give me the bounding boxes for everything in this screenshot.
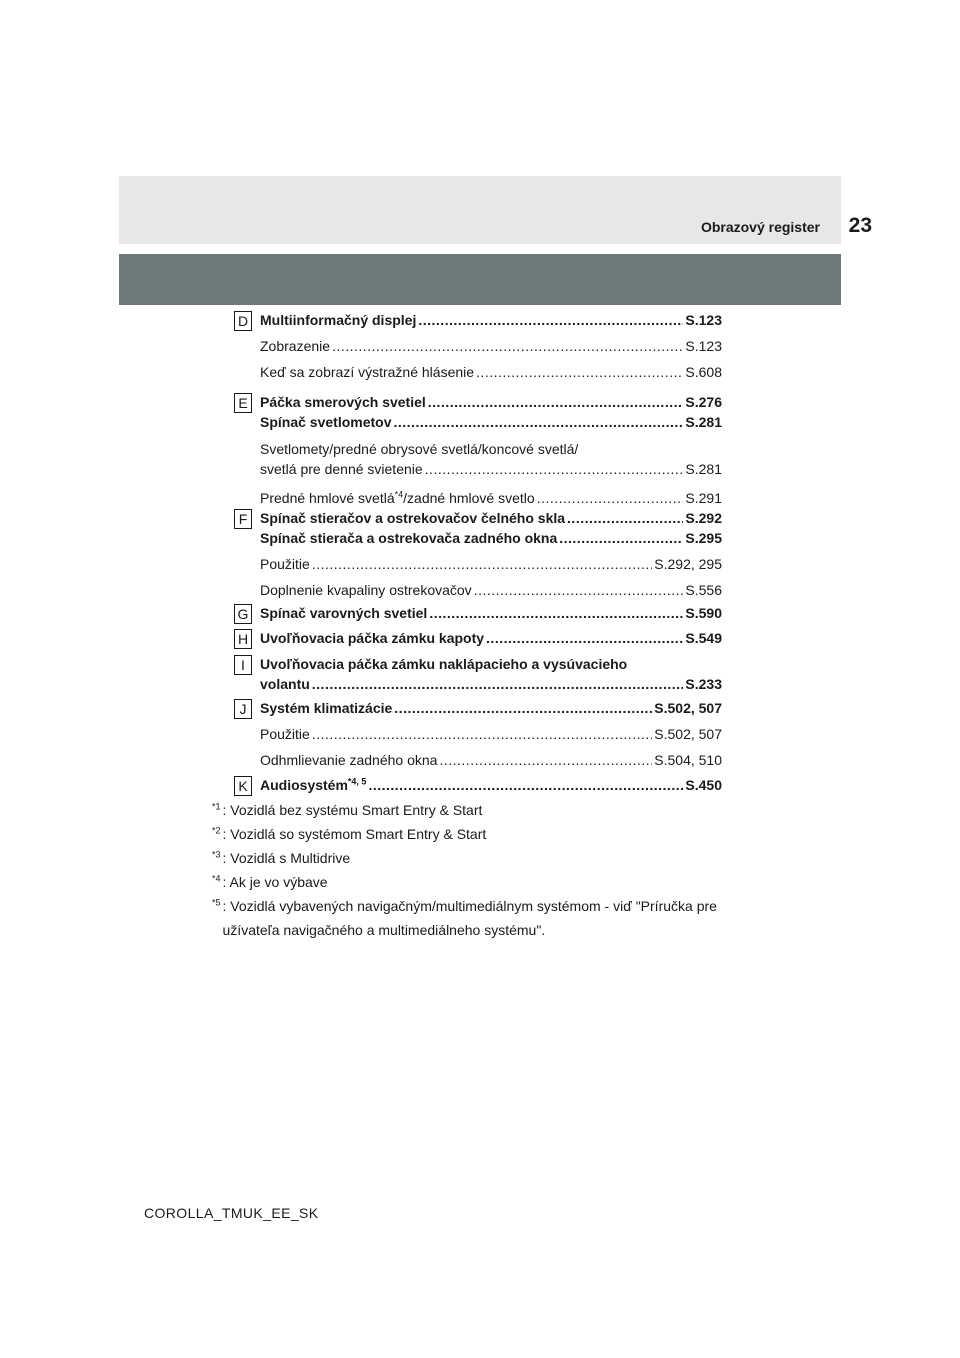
section-k (228, 775, 722, 795)
index-subentry-line: Svetlomety/predné obrysové svetlá/koncové svetlá/ (260, 441, 579, 457)
section-title: Obrazový register (700, 219, 820, 235)
section-letter-d: D (234, 311, 252, 331)
document-code: COROLLA_TMUK_EE_SK (144, 1205, 319, 1221)
section-g (228, 603, 722, 623)
index-entry[interactable]: Spínač svetlometov ..... S.281 (260, 412, 722, 432)
page-ref: S.276 (685, 394, 722, 410)
section-j (228, 698, 722, 770)
index-entry[interactable]: Spínač varovných svetiel ..... S.590 (260, 603, 722, 623)
header-dark-band (119, 254, 841, 305)
section-letter-g: G (234, 604, 252, 624)
footnote: $^{*4}$ : Ak je vo výbave (212, 873, 328, 890)
footnote: $^{*3}$ : Vozidlá s Multidrive (212, 849, 351, 866)
page-ref: S.292 (685, 510, 722, 526)
section-e (228, 392, 722, 508)
index-entry[interactable]: Systém klimatizácie ..... S.502, 507 (260, 698, 722, 718)
footnote: $^{*2}$ : Vozidlá so systémom Smart Entry & Start (212, 825, 487, 842)
page-ref: S.590 (685, 605, 722, 621)
page-ref: S.291 (685, 490, 722, 506)
index-subentry[interactable]: svetlá pre denné svietenie ..... S.281 (260, 459, 722, 479)
page-ref: S.556 (685, 582, 722, 598)
section-letter-j: J (234, 699, 252, 719)
section-i (228, 654, 722, 694)
footnotes (212, 798, 752, 942)
index-entry[interactable]: Spínač stieračov a ostrekovačov čelného skla ..... S.292 (260, 508, 722, 528)
section-f (228, 508, 722, 600)
index-subentry[interactable]: Zobrazenie ..... S.123 (260, 336, 722, 356)
index-entry[interactable]: Uvoľňovacia páčka zámku kapoty ..... S.549 (260, 628, 722, 648)
page-ref: S.502, 507 (654, 700, 722, 716)
section-letter-e: E (234, 393, 252, 413)
page-ref: S.295 (685, 530, 722, 546)
page-ref: S.233 (685, 676, 722, 692)
page-number: 23 (848, 214, 872, 237)
index-subentry[interactable]: Použitie ..... S.292, 295 (260, 554, 722, 574)
index-entry[interactable]: Páčka smerových svetiel ..... S.276 (260, 392, 722, 412)
footnote: $^{*5}$ : Vozidlá vybavených navigačným/multimediálnym systémom - viď "Príručka pre užívateľa navigačného a multimediálneho systému". (212, 897, 717, 938)
index-subentry[interactable]: Odhmlievanie zadného okna ..... S.504, 510 (260, 750, 722, 770)
index-subentry[interactable]: Predné hmlové svetlá$^{*4}$/zadné hmlové svetlo ..... S.291 (260, 488, 722, 508)
section-letter-f: F (234, 509, 252, 529)
page-ref: S.450 (685, 777, 722, 793)
index-subentry[interactable]: Keď sa zobrazí výstražné hlásenie ..... S.608 (260, 362, 722, 382)
section-h (228, 628, 722, 648)
section-d (228, 310, 722, 382)
page-ref: S.292, 295 (654, 556, 722, 572)
index-entry-line: Uvoľňovacia páčka zámku naklápacieho a vysúvacieho (260, 656, 628, 672)
index-subentry[interactable]: Použitie ..... S.502, 507 (260, 724, 722, 744)
footnote: $^{*1}$ : Vozidlá bez systému Smart Entry & Start (212, 801, 483, 818)
page-ref: S.502, 507 (654, 726, 722, 742)
page-ref: S.608 (685, 364, 722, 380)
section-letter-k: K (234, 776, 252, 796)
page-ref: S.281 (685, 461, 722, 477)
section-letter-h: H (234, 629, 252, 649)
index-subentry[interactable]: Doplnenie kvapaliny ostrekovačov ..... S.556 (260, 580, 722, 600)
page-ref: S.504, 510 (654, 752, 722, 768)
page-ref: S.123 (685, 338, 722, 354)
index-entry[interactable]: Audiosystém$^{*4, 5}$ ..... S.450 (260, 775, 722, 795)
section-letter-i: I (234, 655, 252, 675)
page-ref: S.281 (685, 414, 722, 430)
page-ref: S.123 (685, 312, 722, 328)
page-ref: S.549 (685, 630, 722, 646)
index-entry[interactable]: Multiinformačný displej ..... S.123 (260, 310, 722, 330)
index-entry[interactable]: Spínač stierača a ostrekovača zadného okna ..... S.295 (260, 528, 722, 548)
index-entry[interactable]: volantu ..... S.233 (260, 674, 722, 694)
